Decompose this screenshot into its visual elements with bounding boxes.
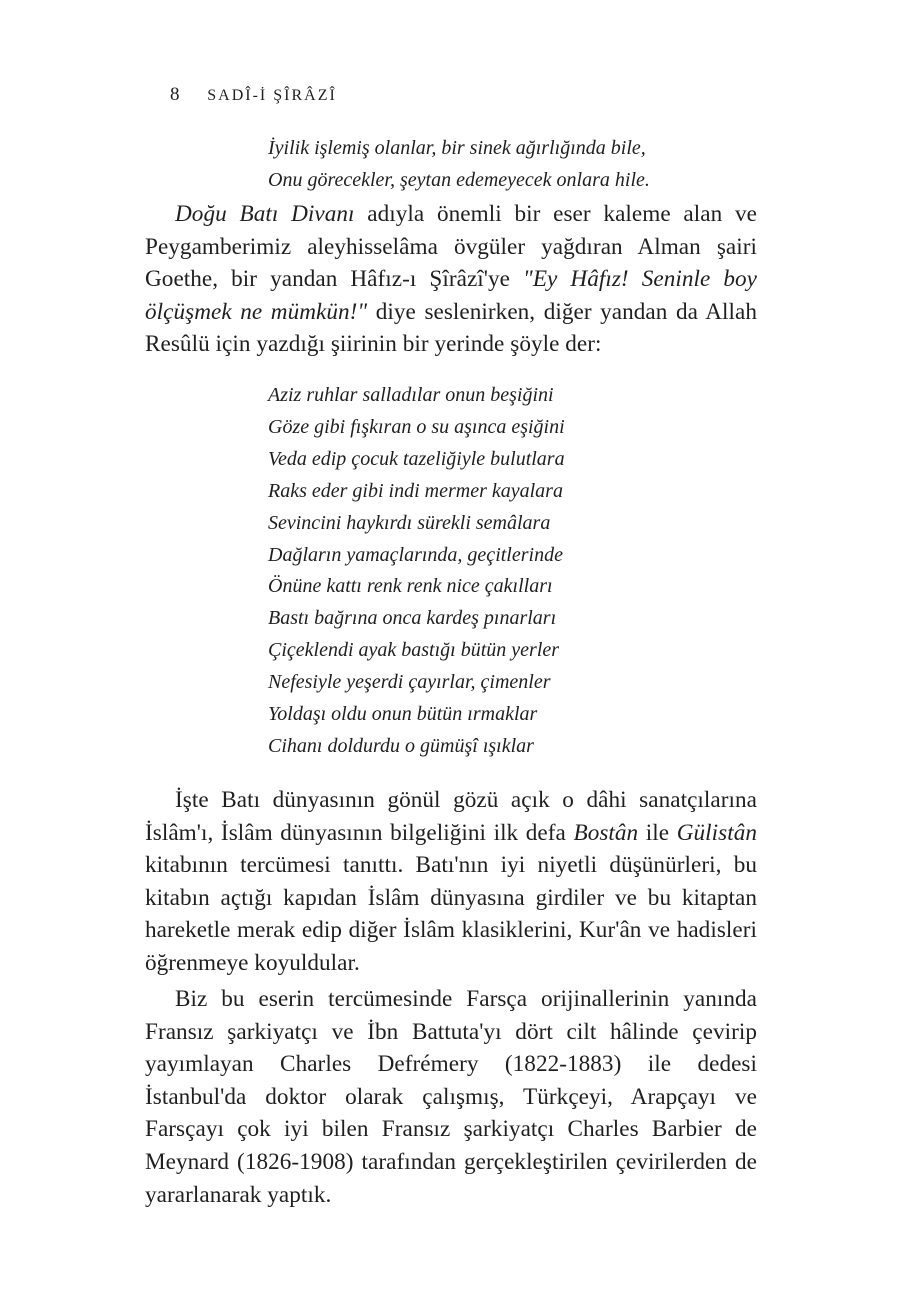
poem-line: Sevincini haykırdı sürekli semâlara	[268, 511, 551, 534]
epigraph-verse	[268, 132, 788, 196]
poem-line: Cihanı doldurdu o gümüşî ışıklar	[268, 734, 534, 757]
paragraph-translation: Biz bu eserin tercümesinde Farsça orijinallerinin yanında Fransız şarkiyatçı ve İbn Battuta'yı dört cilt hâlinde çevirip yayımlayan Charles Defrémery (1822-1883) ile dedesi İstanbul'da doktor olarak çalışmış, Türkçeyi, Arapçayı ve Farsçayı çok iyi bilen Fransız şarkiyatçı Charles Barbier de Meynard (1826-1908) tarafından gerçekleştirilen çevirilerden de yararlanarak yaptık.	[145, 986, 757, 1208]
paragraph-goethe	[145, 198, 757, 361]
poem-line: Göze gibi fışkıran o su aşınca eşiğini	[268, 415, 565, 438]
poem-line: Dağların yamaçlarında, geçitlerinde	[268, 543, 563, 566]
verse-line: Onu görecekler, şeytan edemeyecek onlara hile.	[268, 169, 650, 191]
paragraph-text: ile	[638, 819, 677, 846]
poem-line: Aziz ruhlar salladılar onun beşiğini	[268, 384, 554, 406]
italic-quote: "Ey Hâfız! Seninle boy ölçüşmek ne mümkün!"	[145, 266, 757, 325]
paragraph-west	[145, 784, 757, 980]
italic-title: Doğu Batı Divanı	[175, 201, 355, 227]
poem-line: Bastı bağrına onca kardeş pınarları	[268, 607, 557, 630]
page-number: 8	[170, 84, 180, 105]
paragraph-text: adıyla önemli bir eser kaleme alan ve Peygamberimiz aleyhisselâma övgüler yağdıran Alman şairi Goethe, bir yandan Hâfız-ı Şîrâzî'ye	[145, 201, 758, 293]
verse-line: İyilik işlemiş olanlar, bir sinek ağırlığında bile,	[268, 137, 646, 159]
italic-bostan: Bostân	[573, 819, 639, 846]
paragraph-text: diye seslenirken, diğer yandan da Allah Resûlü için yazdığı şiirinin bir yerinde şöyle der:	[145, 298, 757, 358]
poem-line: Çiçeklendi ayak bastığı bütün yerler	[268, 639, 560, 662]
book-title: SADÎ-İ ŞÎRÂZÎ	[207, 87, 337, 104]
poem-line: Nefesiyle yeşerdi çayırlar, çimenler	[268, 671, 551, 694]
poem-line: Önüne kattı renk renk nice çakılları	[268, 575, 553, 598]
running-head	[170, 84, 337, 106]
poem-line: Veda edip çocuk tazeliğiyle bulutlara	[268, 447, 565, 470]
paragraph-text: kitabının tercümesi tanıttı. Batı'nın iyi niyetli düşünürleri, bu kitabın açtığı kapıdan İslâm dünyasına girdiler ve bu kitaptan hareketle merak edip diğer İslâm klasiklerini, Kur'ân ve hadisleri öğrenmeye koyuldular.	[145, 852, 757, 976]
paragraph-text: İşte Batı dünyasının gönül gözü açık o dâhi sanatçılarına İslâm'ı, İslâm dünyasının bilgeliğini ilk defa	[145, 787, 757, 846]
poem-line: Raks eder gibi indi mermer kayalara	[268, 479, 563, 502]
italic-gulistan: Gülistân	[676, 819, 757, 846]
goethe-poem	[268, 380, 768, 763]
poem-line: Yoldaşı oldu onun bütün ırmaklar	[268, 703, 538, 726]
